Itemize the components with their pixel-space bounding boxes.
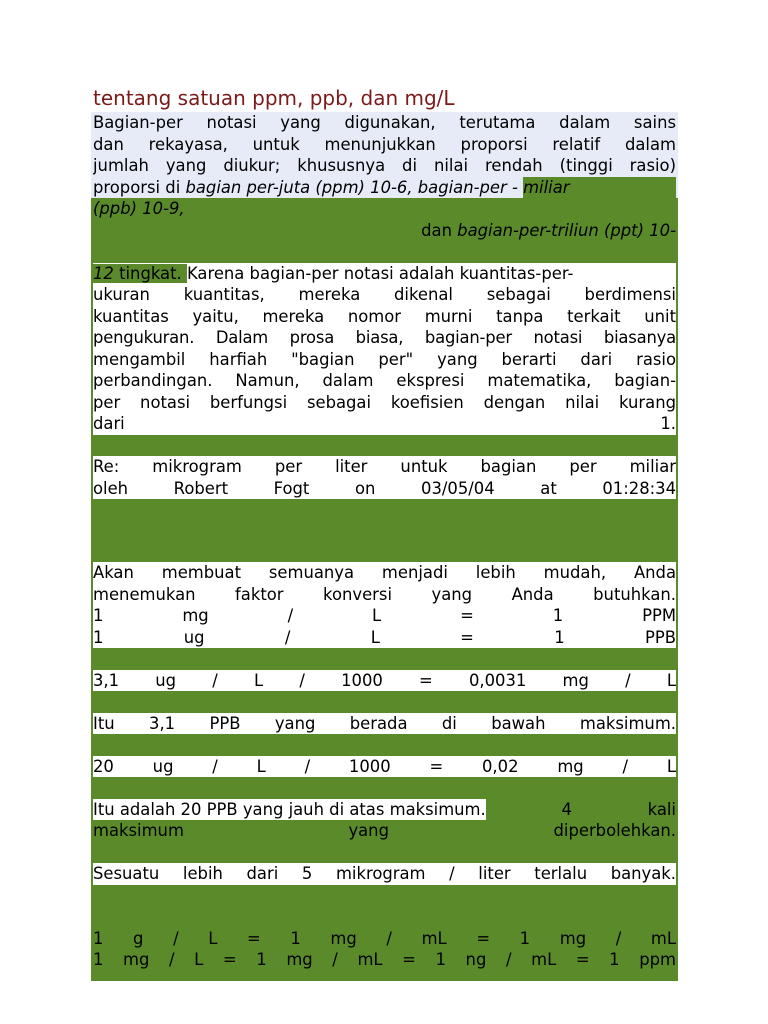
text-line: kuantitas yaitu, mereka nomor murni tanpa terkait unit xyxy=(93,306,676,326)
text-line: Re: mikrogram per liter untuk bagian per miliar xyxy=(93,457,676,476)
calc-line-1 xyxy=(93,670,676,692)
intro-paragraph-rest xyxy=(91,284,678,435)
equation-block xyxy=(91,928,678,971)
text-line: Itu adalah 20 PPB yang jauh di atas maksimum. 4 kali xyxy=(93,799,676,819)
text-line: maksimum yang diperbolehkan. xyxy=(93,821,676,840)
note-line-1 xyxy=(93,713,676,735)
text-line: 1 mg / L = 1 PPM xyxy=(93,606,676,625)
text-line: jumlah yang diukur; khususnya di nilai rendah (tinggi rasio) xyxy=(93,156,676,175)
note-line-2 xyxy=(93,799,676,842)
document-body xyxy=(91,112,678,981)
text-line: pengukuran. Dalam prosa biasa, bagian-per notasi biasanya xyxy=(93,328,676,347)
text-line: 20 ug / L / 1000 = 0,02 mg / L xyxy=(93,756,676,776)
text-line: menemukan faktor konversi yang Anda butuhkan. xyxy=(93,584,676,604)
text-line: per notasi berfungsi sebagai koefisien dengan nilai kurang xyxy=(93,392,676,412)
note-line-3 xyxy=(93,863,676,885)
conversion-block xyxy=(93,562,676,648)
text-line: oleh Robert Fogt on 03/05/04 at 01:28:34 xyxy=(93,478,676,498)
text-line: 12 tingkat. Karena bagian-per notasi adalah kuantitas-per- xyxy=(93,263,676,285)
intro-paragraph xyxy=(91,112,678,177)
text-line: (ppb) 10-9, dan bagian-per-triliun (ppt) 10- xyxy=(93,199,676,240)
text-line: 1 ug / L = 1 PPB xyxy=(93,627,676,647)
highlighted-units-block xyxy=(91,198,678,284)
text-line: ukuran kuantitas, mereka dikenal sebagai berdimensi xyxy=(93,285,676,304)
text-line: Akan membuat semuanya menjadi lebih mudah, Anda xyxy=(93,563,676,582)
intro-paragraph-mid xyxy=(91,177,678,199)
page-title: tentang satuan ppm, ppb, dan mg/L xyxy=(93,86,455,110)
calc-line-2 xyxy=(93,756,676,778)
text-line: dari 1. xyxy=(93,414,676,433)
reply-header xyxy=(93,456,676,499)
text-line: Bagian-per notasi yang digunakan, terutama dalam sains xyxy=(93,113,676,132)
text-line: Itu 3,1 PPB yang berada di bawah maksimum. xyxy=(93,713,676,733)
text-line: proporsi di bagian per-juta (ppm) 10-6, bagian-per - miliar xyxy=(93,177,676,199)
text-line: Sesuatu lebih dari 5 mikrogram / liter terlalu banyak. xyxy=(93,864,676,883)
green-section xyxy=(91,435,678,981)
text-line: 3,1 ug / L / 1000 = 0,0031 mg / L xyxy=(93,670,676,690)
text-line: 1 g / L = 1 mg / mL = 1 mg / mL xyxy=(93,928,676,948)
text-line: perbandingan. Namun, dalam ekspresi matematika, bagian- xyxy=(93,371,676,390)
text-line: dan rekayasa, untuk menunjukkan proporsi relatif dalam xyxy=(93,134,676,154)
text-line: mengambil harfiah "bagian per" yang berarti dari rasio xyxy=(93,349,676,369)
text-line: 1 mg / L = 1 mg / mL = 1 ng / mL = 1 ppm xyxy=(93,950,676,969)
